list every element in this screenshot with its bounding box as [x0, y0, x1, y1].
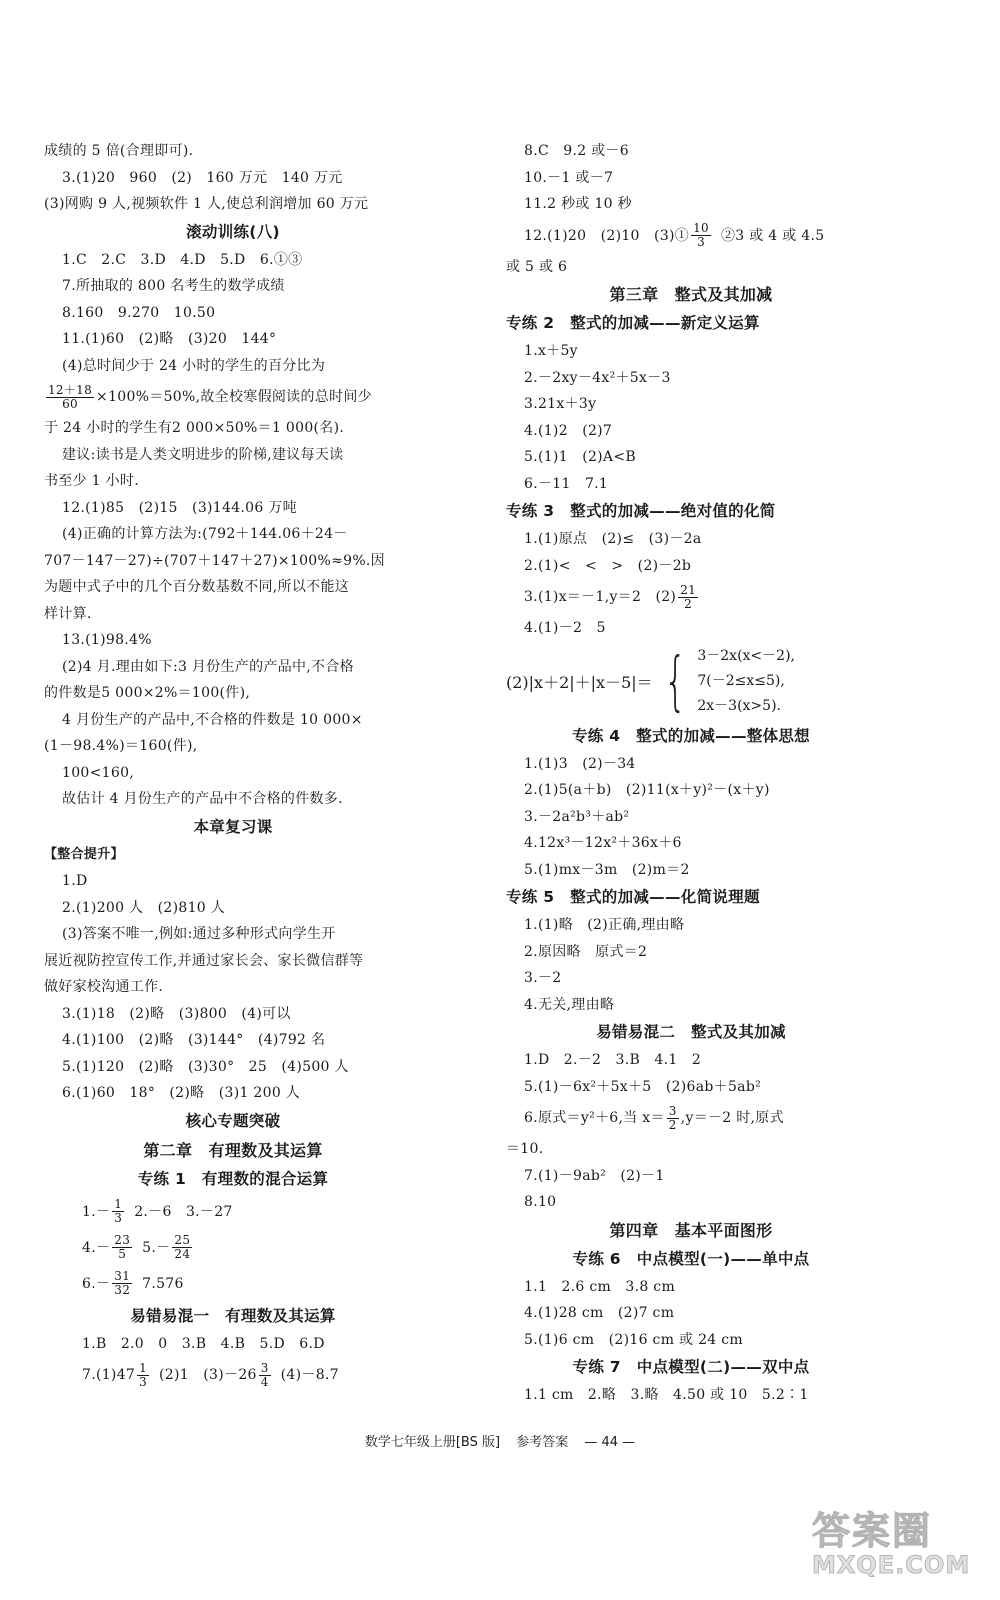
answer-line-fraction: 6.－ $\frac{31}{32}$ 7.576 — [82, 1269, 184, 1297]
fraction: $\frac{3}{2}$ — [668, 1103, 677, 1132]
answer-line: 7.(1)－9ab² (2)－1 — [524, 1167, 665, 1184]
chapter-heading: 第二章 有理数及其运算 — [143, 1140, 323, 1160]
answer-line: (4)总时间少于 24 小时的学生的百分比为 — [62, 357, 326, 374]
answer-line: 或 5 或 6 — [506, 258, 568, 275]
answer-line: 6.－11 7.1 — [524, 475, 609, 492]
answer-line: 4.无关,理由略 — [524, 996, 615, 1013]
answer-line-fraction: 7.(1)47 $\frac{1}{3}$ (2)1 (3)－26 $\frac{3}{4}$ (4)－8.7 — [82, 1360, 339, 1389]
answer-line: 1.x＋5y — [524, 343, 578, 359]
answer-line: 10.－1 或－7 — [524, 169, 614, 186]
answer-line: 4.(1)－2 5 — [524, 620, 606, 636]
footer-book-title: 数学七年级上册[BS 版] — [364, 1435, 501, 1450]
answer-line-fraction: 12.(1)20 (2)10 (3)① $\frac{10}{3}$ ②3 或 4 或 4.5 — [524, 221, 825, 249]
answer-line: 4 月份生产的产品中,不合格的件数是 10 000× — [62, 711, 363, 728]
answer-line: 8.C 9.2 或－6 — [524, 143, 629, 159]
watermark-url: MXQE.COM — [812, 1551, 971, 1579]
answer-line: 于 24 小时的学生有2 000×50%＝1 000(名). — [44, 420, 345, 436]
answer-line: 1.1 2.6 cm 3.8 cm — [524, 1278, 676, 1295]
answer-line: 5.(1)－6x²＋5x＋5 (2)6ab＋5ab² — [524, 1078, 761, 1095]
piecewise-cases: 3－2x(x<－2), 7(－2≤x≤5), 2x－3(x>5). — [697, 648, 795, 714]
answer-line: 为题中式子中的几个百分数基数不同,所以不能这 — [44, 579, 350, 595]
answer-line: (2)4 月.理由如下:3 月份生产的产品中,不合格 — [62, 658, 354, 675]
answer-line: 3.－2a²b³＋ab² — [524, 808, 630, 825]
section-heading: 专练 1 有理数的混合运算 — [137, 1169, 329, 1188]
answer-line: 2.原因略 原式＝2 — [524, 943, 648, 960]
answer-line: 4.(1)28 cm (2)7 cm — [524, 1305, 675, 1321]
answer-line: 3.(1)20 960 (2) 160 万元 140 万元 — [62, 169, 343, 186]
answer-line: 1.D — [62, 873, 88, 889]
answer-line-fraction: 3.(1)x＝－1,y＝2 (2) $\frac{21}{2}$ — [524, 582, 697, 611]
answer-line: (3)网购 9 人,视频软件 1 人,使总利润增加 60 万元 — [44, 196, 369, 212]
answer-line: 2.－2xy－4x²＋5x－3 — [524, 369, 671, 386]
answer-line: 3.21x＋3y — [524, 396, 597, 412]
answer-line: 707－147－27)÷(707＋147＋27)×100%≈9%.因 — [44, 552, 385, 569]
answer-line: 11.(1)60 (2)略 (3)20 144° — [62, 331, 277, 347]
answer-line-fraction: $\frac{12+18}{60}$ ×100%＝50%,故全校寒假阅读的总时间少 — [48, 382, 372, 411]
fraction: $\frac{21}{2}$ — [680, 582, 697, 611]
answer-line: 2.(1)200 人 (2)810 人 — [62, 899, 226, 916]
watermark-text: 答案圈 — [812, 1509, 933, 1553]
fraction: $\frac{3}{4}$ — [260, 1360, 269, 1389]
fraction: $\frac{12+18}{60}$ — [48, 382, 93, 411]
answer-line: 的件数是5 000×2%＝100(件), — [44, 685, 251, 701]
answer-line: 5.(1)120 (2)略 (3)30° 25 (4)500 人 — [62, 1058, 349, 1075]
page-number: — 44 — — [584, 1435, 636, 1450]
answer-line: 成绩的 5 倍(合理即可). — [44, 143, 194, 159]
watermark-logo — [812, 1500, 992, 1596]
section-heading: 专练 7 中点模型(二)——双中点 — [572, 1358, 810, 1376]
right-column — [506, 138, 876, 1409]
section-heading: 易错易混二 整式及其加减 — [596, 1023, 786, 1041]
answer-line: (1－98.4%)＝160(件), — [44, 738, 198, 754]
fraction: $\frac{1}{3}$ — [114, 1197, 123, 1225]
answer-line: 样计算. — [44, 605, 92, 622]
chapter-heading: 第三章 整式及其加减 — [609, 285, 773, 304]
left-column — [44, 138, 422, 1393]
section-heading: 专练 3 整式的加减——绝对值的化简 — [506, 502, 776, 520]
answer-line: 1.D 2.－2 3.B 4.1 2 — [524, 1052, 702, 1068]
answer-line: 5.(1)1 (2)A<B — [524, 449, 636, 465]
answer-line: 1.(1)略 (2)正确,理由略 — [524, 917, 685, 933]
chapter-heading: 第四章 基本平面图形 — [609, 1220, 773, 1240]
fraction: $\frac{23}{5}$ — [114, 1233, 131, 1261]
section-heading: 专练 6 中点模型(一)——单中点 — [572, 1249, 810, 1268]
answer-line: (3)答案不唯一,例如:通过多种形式向学生开 — [62, 926, 336, 942]
answer-line: 6.(1)60 18° (2)略 (3)1 200 人 — [62, 1085, 301, 1101]
answer-line: 2.(1)5(a＋b) (2)11(x＋y)²－(x＋y) — [524, 782, 770, 798]
section-heading: 专练 5 整式的加减——化简说理题 — [506, 888, 760, 906]
answer-line: 4.(1)2 (2)7 — [524, 422, 613, 439]
answer-line-fraction: 6.原式＝y²＋6,当 x＝ $\frac{3}{2}$ ,y＝－2 时,原式 — [524, 1103, 784, 1132]
fraction: $\frac{31}{32}$ — [114, 1269, 131, 1297]
answer-line: 100<160, — [62, 764, 135, 781]
answer-line: 书至少 1 小时. — [44, 473, 139, 489]
footer-section: 参考答案 — [516, 1435, 569, 1450]
answer-line: (4)正确的计算方法为:(792＋144.06＋24－ — [62, 526, 348, 542]
piecewise-expression: (2)|x＋2|＋|x－5|＝ { 3－2x(x<－2), 7(－2≤x≤5), 2x－3(x>5). — [506, 644, 795, 719]
answer-line: 故估计 4 月份生产的产品中不合格的件数多. — [62, 791, 343, 807]
answer-line: 1.(1)3 (2)－34 — [524, 755, 636, 772]
section-heading: 专练 4 整式的加减——整体思想 — [572, 726, 810, 745]
answer-line: 8.160 9.270 10.50 — [62, 304, 216, 321]
answer-line: 7.所抽取的 800 名考生的数学成绩 — [62, 278, 285, 294]
answer-line: 1.1 cm 2.略 3.略 4.50 或 10 5.2∶1 — [524, 1387, 809, 1403]
section-heading: 易错易混一 有理数及其运算 — [130, 1306, 336, 1325]
brace-symbol: { — [663, 644, 687, 719]
answer-line: 5.(1)mx－3m (2)m＝2 — [524, 861, 690, 878]
fraction: $\frac{25}{24}$ — [174, 1233, 191, 1261]
answer-line: 12.(1)85 (2)15 (3)144.06 万吨 — [62, 499, 297, 516]
answer-line: 3.(1)18 (2)略 (3)800 (4)可以 — [62, 1005, 291, 1022]
answer-line: ＝10. — [506, 1141, 544, 1157]
answer-line: 1.C 2.C 3.D 4.D 5.D 6.①③ — [62, 251, 303, 268]
answer-line-fraction: 4.－ $\frac{23}{5}$ 5.－ $\frac{25}{24}$ — [82, 1233, 191, 1261]
answer-line: 5.(1)6 cm (2)16 cm 或 24 cm — [524, 1331, 743, 1348]
answer-line: 13.(1)98.4% — [62, 632, 152, 648]
section-heading: 专练 2 整式的加减——新定义运算 — [506, 314, 760, 332]
answer-line: 2.(1)< < > (2)－2b — [524, 557, 692, 574]
answer-line: 1.B 2.0 0 3.B 4.B 5.D 6.D — [82, 1335, 325, 1352]
answer-line: 11.2 秒或 10 秒 — [524, 196, 632, 212]
section-heading: 核心专题突破 — [185, 1111, 281, 1130]
answer-line: 展近视防控宣传工作,并通过家长会、家长微信群等 — [44, 952, 364, 969]
sub-tag: 【整合提升】 — [44, 846, 124, 862]
answer-line: 建议:读书是人类文明进步的阶梯,建议每天读 — [62, 446, 344, 463]
answer-line: 做好家校沟通工作. — [44, 979, 164, 995]
answer-line: 1.(1)原点 (2)≤ (3)－2a — [524, 531, 702, 547]
answer-line: 3.－2 — [524, 970, 562, 986]
fraction: $\frac{10}{3}$ — [693, 221, 709, 249]
answer-line-fraction: 1.－ $\frac{1}{3}$ 2.－6 3.－27 — [82, 1197, 233, 1225]
section-heading: 本章复习课 — [193, 817, 273, 836]
answer-line: 8.10 — [524, 1194, 557, 1210]
section-heading: 滚动训练(八) — [186, 222, 280, 241]
page-footer — [0, 1431, 1000, 1450]
answer-line: 4.12x³－12x²＋36x＋6 — [524, 835, 682, 851]
fraction: $\frac{1}{3}$ — [139, 1360, 148, 1389]
answer-line: 4.(1)100 (2)略 (3)144° (4)792 名 — [62, 1032, 326, 1048]
